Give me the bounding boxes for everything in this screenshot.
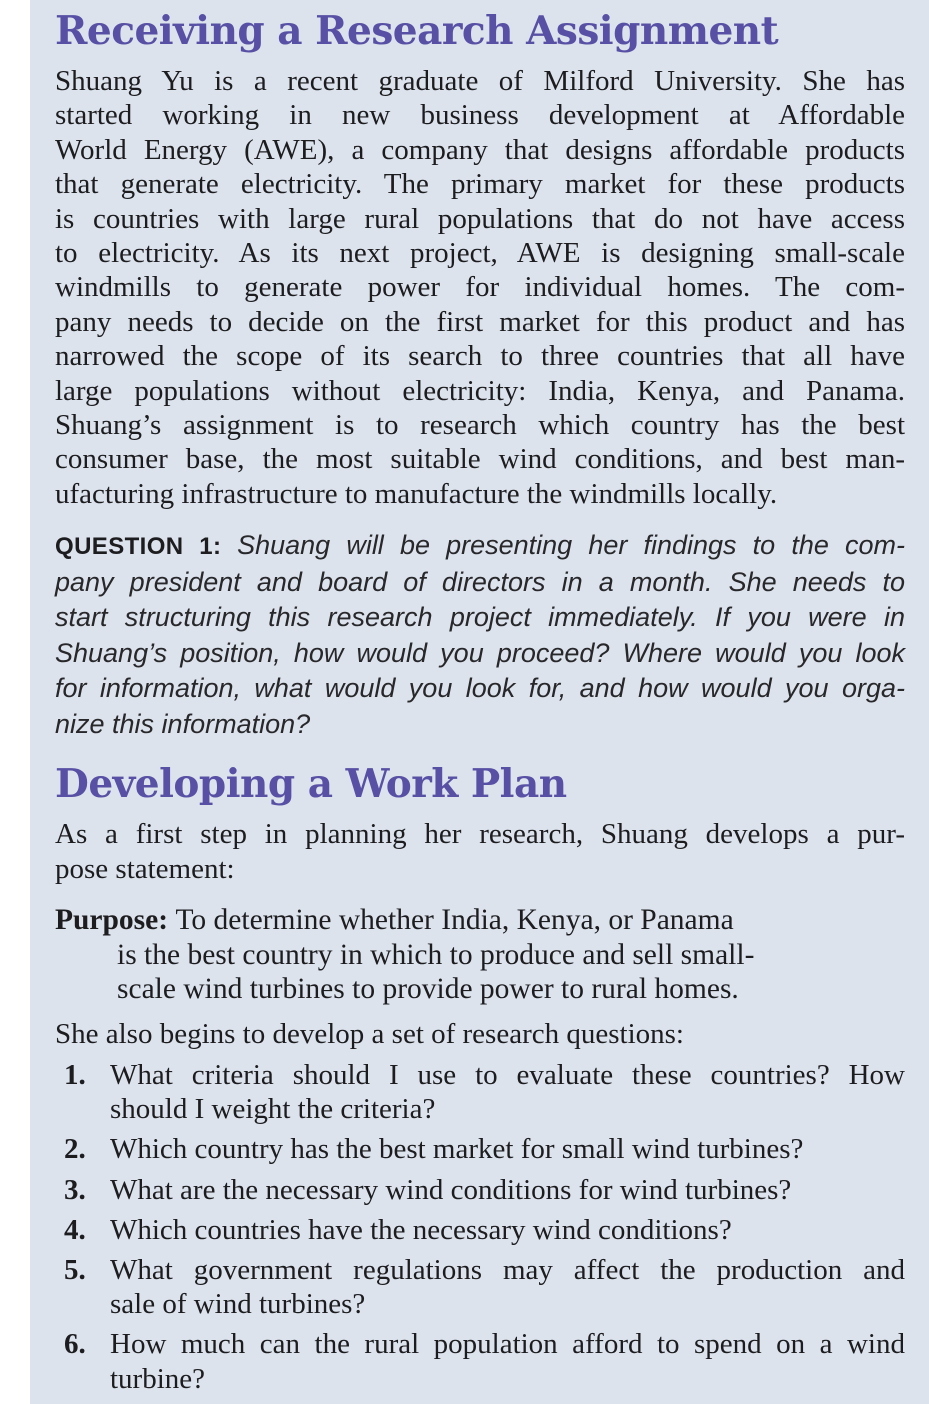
text-line: pose statement: — [55, 852, 235, 885]
text-line: is the best country in which to produce and sell small- — [117, 938, 755, 971]
text-line: start structuring this research project immediately. If you were in — [55, 602, 905, 633]
text-line: Shuang Yu is a recent graduate of Milford University. She has — [55, 65, 905, 97]
research-question-item — [55, 1327, 905, 1395]
text-line: As a first step in planning her research, Shuang develops a pur- — [55, 818, 905, 851]
text-line: World Energy (AWE), a company that designs affordable products — [55, 133, 905, 166]
text-line: pany needs to decide on the first market for this product and has — [55, 305, 905, 338]
paragraph-label: Purpose: — [55, 904, 176, 937]
research-questions-intro: She also begins to develop a set of research questions: — [55, 1017, 684, 1050]
text-line: Shuang’s position, how would you proceed? Where would you look — [55, 637, 905, 668]
text-line: for information, what would you look for, and how would you orga- — [55, 673, 905, 704]
text-line: large populations without electricity: India, Kenya, and Panama. — [55, 374, 905, 407]
research-question-item — [55, 1253, 905, 1321]
work-plan-intro-paragraph — [55, 817, 905, 886]
text-line: Which country has the best market for small wind turbines? — [110, 1133, 804, 1166]
text-line: scale wind turbines to provide power to rural homes. — [117, 973, 739, 1006]
paragraph-label: QUESTION 1: — [55, 533, 238, 561]
section-heading-receiving-assignment: Receiving a Research Assignment — [55, 8, 779, 54]
text-line: Purpose: To determine whether India, Kenya, or Panama — [55, 904, 734, 937]
research-questions-list — [55, 1058, 905, 1396]
list-number: 1. — [64, 1059, 86, 1091]
text-line: QUESTION 1: Shuang will be presenting her findings to the com- — [55, 530, 905, 561]
list-number: 4. — [64, 1213, 86, 1246]
text-line: consumer base, the most suitable wind conditions, and best man- — [55, 443, 905, 476]
text-line: that generate electricity. The primary market for these products — [55, 168, 905, 201]
text-line: narrowed the scope of its search to three countries that all have — [55, 340, 905, 373]
list-number: 2. — [64, 1133, 86, 1166]
text-line: ufacturing infrastructure to manufacture the windmills locally. — [55, 477, 778, 510]
text-line: turbine? — [110, 1362, 206, 1395]
purpose-statement — [55, 903, 905, 1007]
text-line: Which countries have the necessary wind conditions? — [110, 1213, 732, 1246]
text-line: Shuang’s assignment is to research which country has the best — [55, 409, 905, 442]
research-question-item — [55, 1058, 905, 1126]
text-line: sale of wind turbines? — [110, 1288, 366, 1321]
text-line: started working in new business development at Affordable — [55, 99, 905, 132]
text-line: should I weight the criteria? — [110, 1093, 436, 1126]
research-question-item — [55, 1213, 905, 1247]
list-number: 3. — [64, 1173, 86, 1206]
case-study-panel — [30, 0, 929, 1404]
text-line: is countries with large rural populations that do not have access — [55, 202, 905, 235]
text-line: How much can the rural population afford to spend on a wind — [110, 1328, 905, 1361]
text-line: What criteria should I use to evaluate these countries? How — [110, 1059, 905, 1091]
question-1-block — [55, 528, 905, 742]
research-question-item — [55, 1132, 905, 1166]
list-number: 6. — [64, 1328, 86, 1361]
section-heading-work-plan: Developing a Work Plan — [55, 761, 567, 808]
text-line: What are the necessary wind conditions for wind turbines? — [110, 1173, 792, 1206]
text-line: What government regulations may affect the production and — [110, 1254, 905, 1287]
list-number: 5. — [64, 1254, 86, 1287]
text-line: pany president and board of directors in a month. She needs to — [55, 566, 905, 597]
text-line: to electricity. As its next project, AWE is designing small-scale — [55, 237, 905, 270]
text-line: nize this information? — [55, 708, 311, 739]
assignment-paragraph — [55, 64, 905, 511]
research-question-item — [55, 1173, 905, 1207]
text-line: windmills to generate power for individual homes. The com- — [55, 271, 905, 304]
